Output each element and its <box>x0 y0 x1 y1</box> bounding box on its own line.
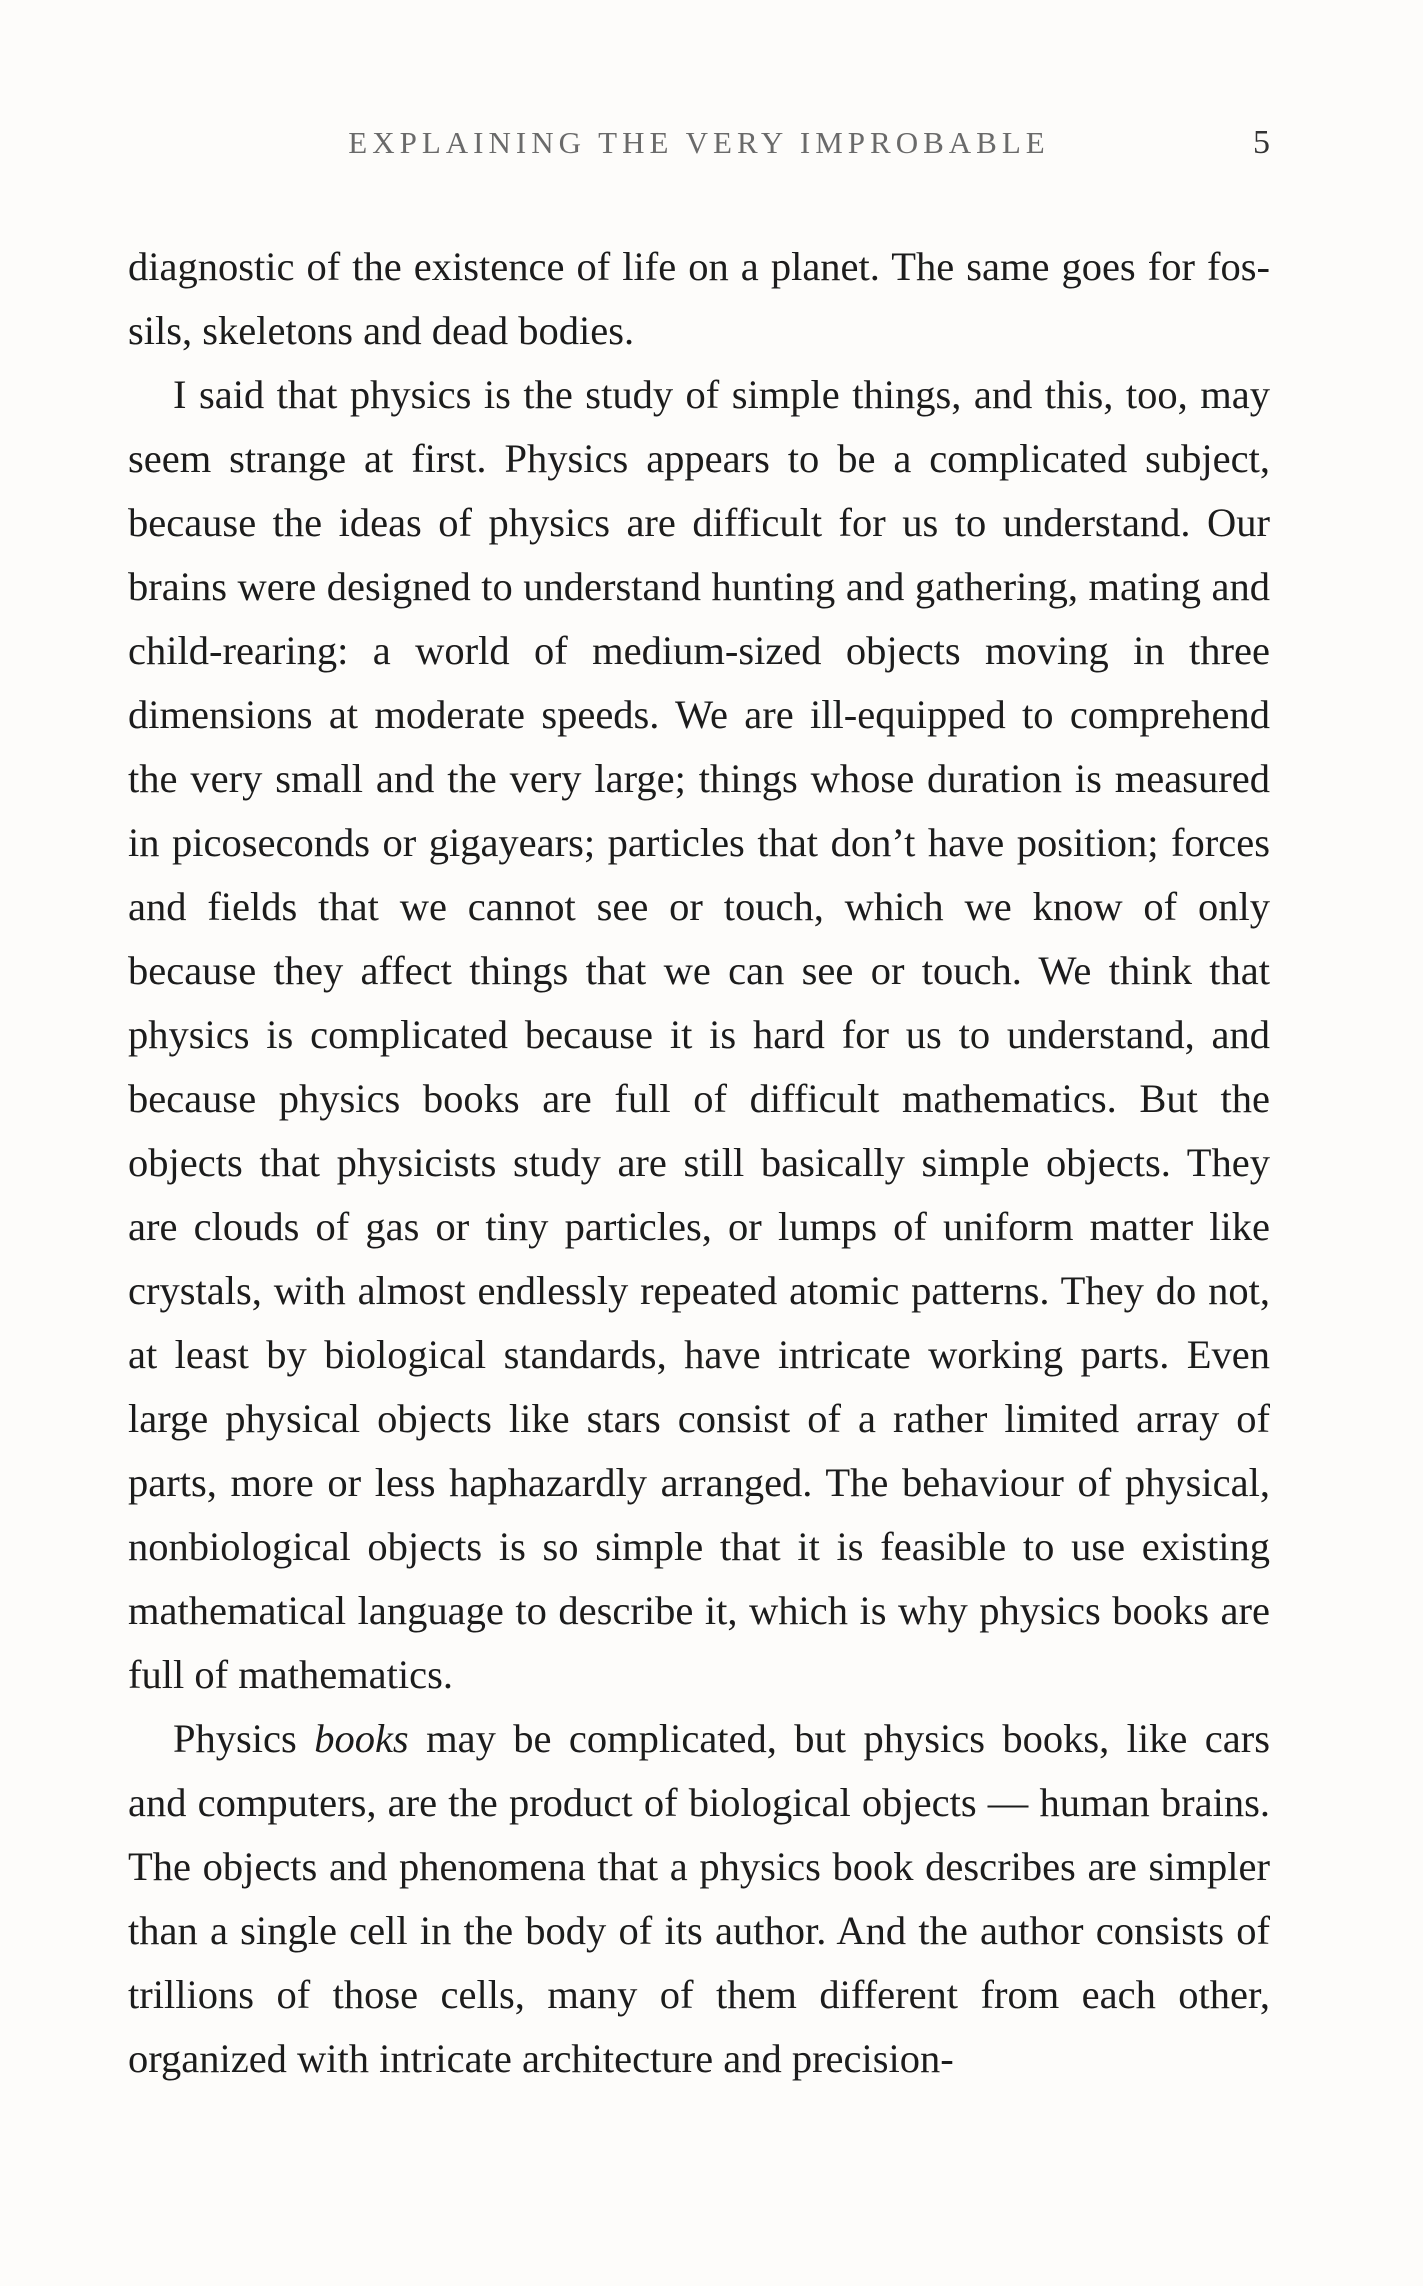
paragraph-physics-simple-things: I said that physics is the study of simple things, and this, too, may seem strange at first. Physics appears to be a complicated subject, because the ideas of physics are difficult for us to understand. Our brains were designed to understand hunting and gathering, mating and child-rearing: a world of medium-sized objects moving in three dimensions at moderate speeds. We are ill-equipped to comprehend the very small and the very large; things whose duration is measured in picoseconds or gigayears; particles that don’t have position; forces and fields that we cannot see or touch, which we know of only because they affect things that we can see or touch. We think that physics is complicated because it is hard for us to understand, and because physics books are full of difficult mathematics. But the objects that physicists study are still basically simple objects. They are clouds of gas or tiny particles, or lumps of uniform matter like crystals, with almost endlessly repeated atomic patterns. They do not, at least by biological standards, have intricate working parts. Even large physical objects like stars consist of a rather limited array of parts, more or less haphazardly arranged. The behaviour of physical, nonbiological objects is so simple that it is feasible to use existing mathematical language to describe it, which is why physics books are full of mathematics. <box>128 372 1270 1697</box>
paragraph-continuation: diagnostic of the existence of life on a planet. The same goes for fossils, skeletons and dead bodies. <box>128 244 1270 353</box>
paragraph-rest: may be complicated, but physics books, like cars and computers, are the product of biological objects — human brains. The objects and phenomena that a physics book describes are simpler than a single cell in the body of its author. And the author consists of trillions of those cells, many of them different from each other, organized with intricate architecture and precision- <box>128 1716 1270 2081</box>
page-number: 5 <box>1253 124 1270 161</box>
running-head <box>128 118 1270 168</box>
running-title: EXPLAINING THE VERY IMPROBABLE <box>348 125 1050 160</box>
body-text <box>128 235 1270 2091</box>
emphasized-word: books <box>314 1716 409 1761</box>
paragraph-physics-books <box>128 1707 1270 2091</box>
paragraph-lead: Physics <box>173 1716 315 1761</box>
